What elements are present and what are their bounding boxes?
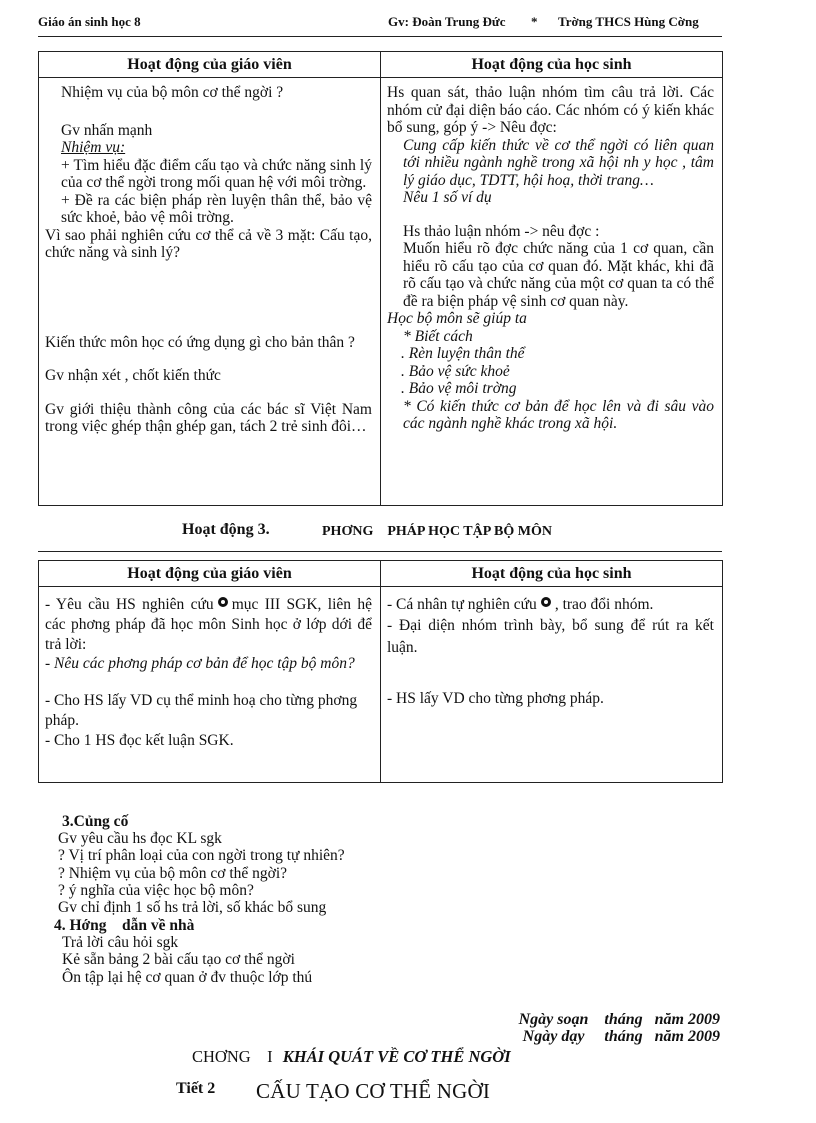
section-rule: [38, 551, 722, 552]
header-subject: Giáo án sinh học 8: [38, 14, 141, 29]
col-header-teacher: Hoạt động của giáo viên: [39, 52, 381, 78]
chapter-prefix: CHƠNG I: [192, 1047, 273, 1066]
teacher-line: Vì sao phải nghiên cứu cơ thể cả về 3 mặt: Cấu tạo, chức năng và sinh lý?: [45, 226, 372, 261]
teacher-text: - Yêu cầu HS nghiên cứu: [45, 596, 214, 613]
header-teacher: Gv: Đoàn Trung Đức: [388, 14, 506, 29]
student-line: * Có kiến thức cơ bản để học lên và đi sâu vào các ngành nghề khác trong xã hội.: [403, 397, 714, 432]
teacher-line: + Tìm hiểu đặc điểm cấu tạo và chức năng sinh lý của cơ thể ngời trong mối quan hệ với môi trờng.: [61, 156, 372, 191]
header-school: Trờng THCS Hùng Cờng: [558, 14, 699, 29]
list-item: Trả lời câu hỏi sgk: [62, 934, 179, 952]
list-item: ? ý nghĩa của việc học bộ môn?: [58, 881, 254, 899]
teacher-cell: [39, 78, 381, 506]
student-line: - Đại diện nhóm trình bày, bổ sung để rút ra kết luận.: [387, 617, 714, 656]
student-line: Cung cấp kiến thức về cơ thể ngời có liên quan tới nhiều ngành nghề trong xã hội nh y học , tâm lý giáo dục, TDTT, hội hoạ, thời trang…: [403, 136, 714, 189]
teacher-line: Gv giới thiệu thành công của các bác sĩ Việt Nam trong việc ghép thận ghép gan, tách 2 trẻ sinh đôi…: [45, 400, 372, 435]
huong-dan-section: [54, 917, 312, 986]
list-item: Gv yêu cầu hs đọc KL sgk: [58, 830, 222, 848]
teacher-cell: [39, 587, 381, 783]
teacher-line: Nhiệm vụ của bộ môn cơ thể ngời ?: [61, 84, 284, 101]
student-text: - Cá nhân tự nghiên cứu: [387, 596, 537, 613]
student-line: Hs thảo luận nhóm -> nêu đợc :: [403, 222, 600, 240]
circle-bullet-icon: [218, 597, 228, 607]
header-mark: *: [531, 14, 538, 29]
date-block: [519, 1011, 720, 1045]
date-taught: Ngày dạy tháng năm 2009: [522, 1028, 720, 1045]
teacher-line: Nhiệm vụ:: [61, 139, 126, 156]
activity3-label: Hoạt động 3.: [182, 521, 270, 538]
teacher-text: mục III SGK, liên hệ các phơng pháp đã học môn Sinh học ở lớp dới để trả lời:: [45, 596, 372, 653]
chapter-heading: [192, 1047, 511, 1067]
student-line: . Bảo vệ sức khoẻ: [401, 362, 510, 380]
lesson-label: Tiết 2: [176, 1080, 216, 1097]
teacher-line: + Đề ra các biện pháp rèn luyện thân thể, bảo vệ sức khoẻ, bảo vệ môi trờng.: [61, 191, 372, 226]
activity-table-2: [38, 560, 723, 783]
cung-co-title: 3.Củng cố: [62, 813, 129, 830]
col-header-teacher: Hoạt động của giáo viên: [39, 561, 381, 587]
student-line: . Rèn luyện thân thể: [401, 345, 525, 362]
list-item: Ôn tập lại hệ cơ quan ở đv thuộc lớp thú: [62, 968, 313, 986]
cung-co-section: [58, 813, 345, 916]
student-line: . Bảo vệ môi trờng: [401, 380, 517, 397]
activity3-title: PHƠNG PHÁP HỌC TẬP BỘ MÔN: [322, 524, 552, 539]
student-line: Nêu 1 số ví dụ: [403, 189, 492, 206]
circle-bullet-icon: [541, 597, 551, 607]
teacher-line: Gv nhận xét , chốt kiến thức: [45, 367, 221, 384]
teacher-line: - Cho HS lấy VD cụ thể minh hoạ cho từng phơng pháp.: [45, 692, 358, 729]
teacher-line: Gv nhấn mạnh: [61, 121, 153, 139]
lesson-title: CẤU TẠO CƠ THỂ NGỜI: [256, 1079, 491, 1103]
teacher-line: - Cho 1 HS đọc kết luận SGK.: [45, 732, 234, 749]
list-item: ? Vị trí phân loại của con ngời trong tự nhiên?: [58, 847, 345, 865]
student-cell: [381, 587, 723, 783]
list-item: Gv chỉ định 1 số hs trả lời, số khác bổ sung: [58, 899, 327, 917]
teacher-line: Kiến thức môn học có ứng dụng gì cho bản thân ?: [45, 333, 355, 351]
student-line: [387, 595, 714, 615]
chapter-title: KHÁI QUÁT VỀ CƠ THỂ NGỜI: [282, 1047, 511, 1066]
student-line: Muốn hiểu rõ đợc chức năng của 1 cơ quan, cần hiểu rõ cấu tạo của cơ quan đó. Mặt khác, khi đã rõ cấu tạo và chức năng của một cơ quan ta có thể đề ra biện pháp vệ sinh cơ quan này.: [403, 240, 714, 310]
date-prepared: Ngày soạn tháng năm 2009: [518, 1011, 720, 1028]
student-line: Học bộ môn sẽ giúp ta: [387, 310, 527, 327]
student-line: * Biết cách: [403, 327, 473, 345]
header-rule: [38, 36, 722, 37]
activity-table-1: [38, 51, 723, 506]
col-header-student: Hoạt động của học sinh: [381, 52, 723, 78]
teacher-line: [45, 595, 372, 655]
student-text: , trao đổi nhóm.: [554, 596, 654, 613]
list-item: ? Nhiệm vụ của bộ môn cơ thể ngời?: [58, 864, 288, 882]
col-header-student: Hoạt động của học sinh: [381, 561, 723, 587]
huong-dan-title: 4. Hớng dẫn về nhà: [54, 917, 195, 934]
list-item: Kẻ sẵn bảng 2 bài cấu tạo cơ thể ngời: [62, 951, 295, 969]
student-cell: [381, 78, 723, 506]
student-line: Hs quan sát, thảo luận nhóm tìm câu trả lời. Các nhóm cử đại diện báo cáo. Các nhóm có ý kiến khác bổ sung, góp ý -> Nêu đợc:: [387, 84, 714, 136]
teacher-line: - Nêu các phơng pháp cơ bản để học tập bộ môn?: [45, 655, 355, 672]
student-line: - HS lấy VD cho từng phơng pháp.: [387, 690, 604, 707]
